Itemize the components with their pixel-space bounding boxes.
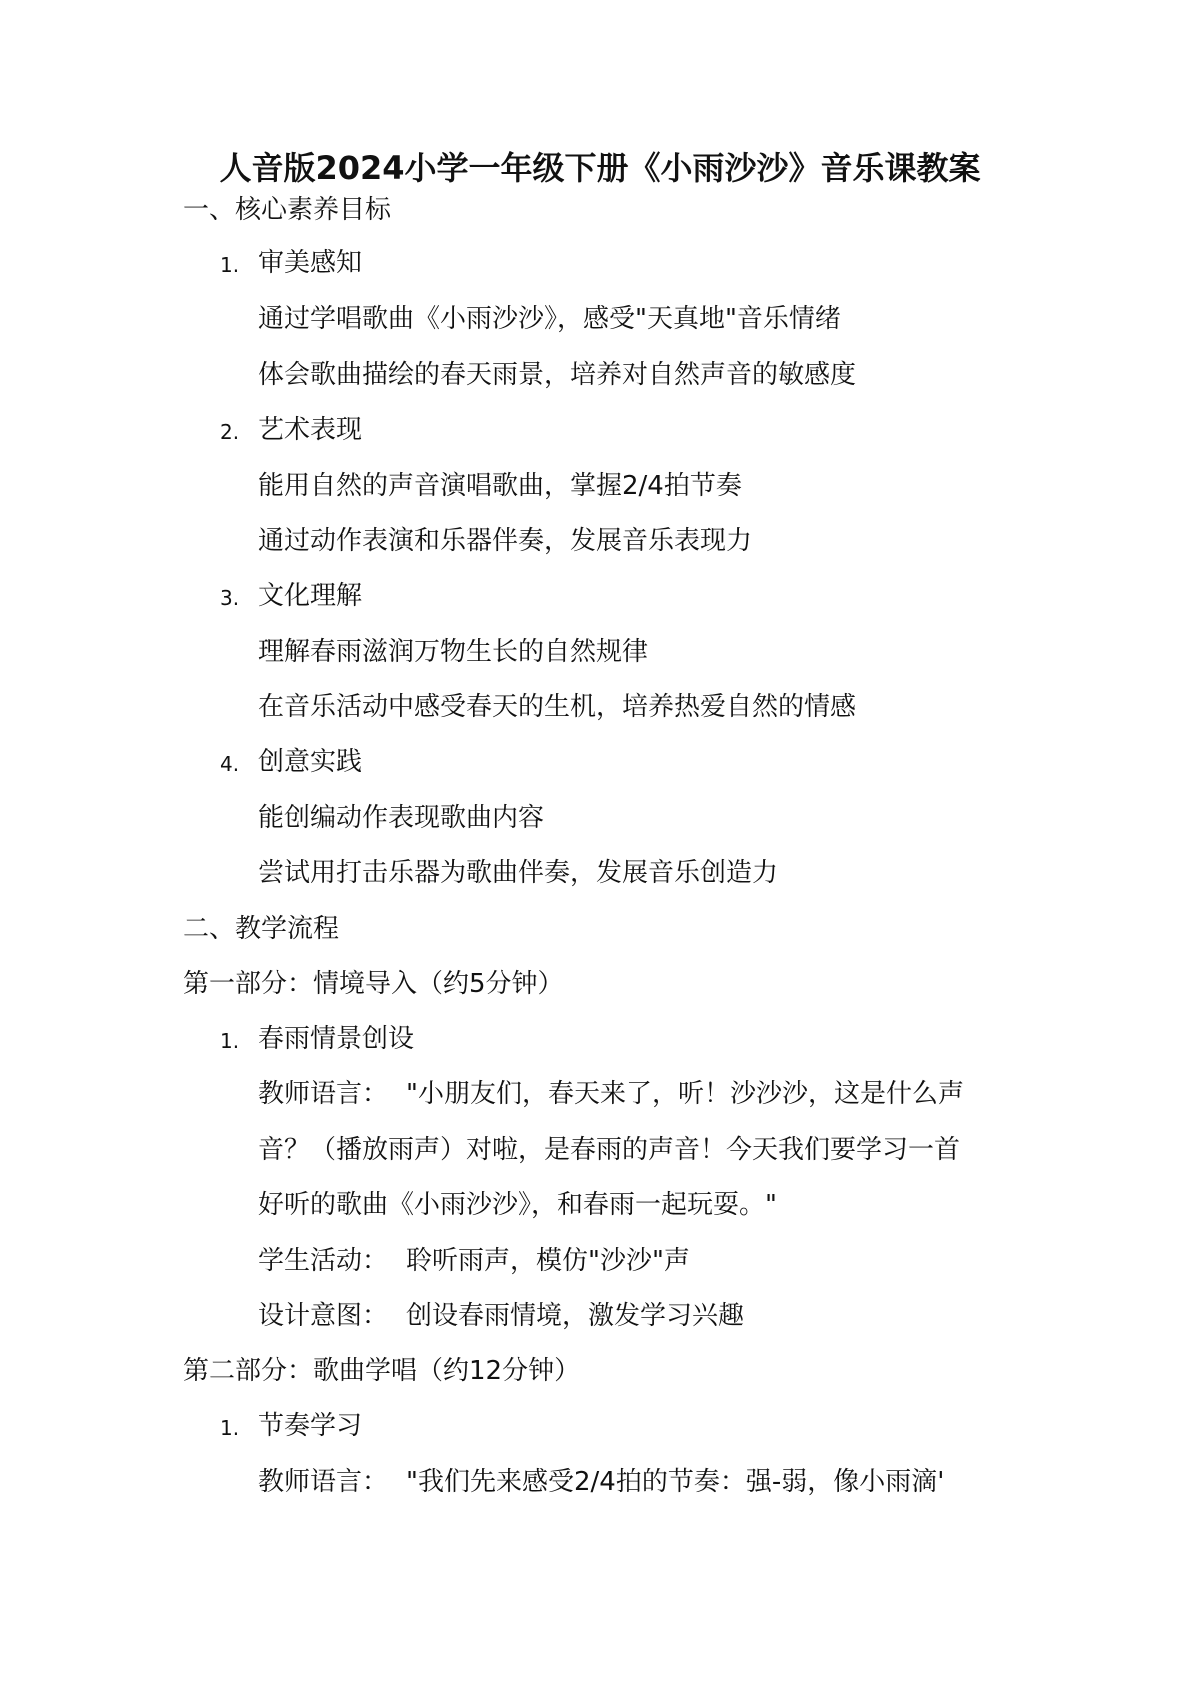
paragraph-line: 通过学唱歌曲《小雨沙沙》，感受"天真地"音乐情绪 [258,304,841,334]
list-number: 1. [220,1029,240,1053]
part-heading-singing: 第二部分：歌曲学唱（约12分钟） [183,1356,581,1386]
paragraph-line: 能用自然的声音演唱歌曲，掌握2/4拍节奏 [258,471,742,501]
list-item-label: 审美感知 [258,248,363,278]
teacher-language-label: 教师语言： [258,1079,389,1109]
list-item-label: 节奏学习 [258,1411,363,1441]
student-activity-text: 聆听雨声，模仿"沙沙"声 [406,1246,690,1276]
list-item-label: 文化理解 [258,581,363,611]
teacher-language-text: "小朋友们，春天来了，听！沙沙沙，这是什么声 [406,1079,964,1109]
student-activity-label: 学生活动： [258,1246,389,1276]
list-number: 1. [220,253,240,277]
paragraph-line [258,1296,744,1336]
paragraph-line: 在音乐活动中感受春天的生机，培养热爱自然的情感 [258,692,857,722]
paragraph-line: 通过动作表演和乐器伴奏，发展音乐表现力 [258,526,753,556]
document-title: 人音版2024小学一年级下册《小雨沙沙》音乐课教案 [219,149,981,187]
list-item-label: 创意实践 [258,747,363,777]
list-number: 2. [220,420,240,444]
list-number: 1. [220,1416,240,1440]
section-heading-goals: 一、核心素养目标 [183,195,392,225]
paragraph-line [258,1462,944,1502]
paragraph-line: 好听的歌曲《小雨沙沙》，和春雨一起玩耍。" [258,1190,777,1220]
list-number: 3. [220,586,240,610]
design-intent-label: 设计意图： [258,1301,389,1331]
paragraph-line: 音？（播放雨声）对啦，是春雨的声音！今天我们要学习一首 [258,1135,961,1165]
part-heading-intro: 第一部分：情境导入（约5分钟） [183,969,564,999]
list-number: 4. [220,752,240,776]
teacher-language-label: 教师语言： [258,1467,389,1497]
teacher-language-text: "我们先来感受2/4拍的节奏：强-弱，像小雨滴' [406,1467,945,1497]
paragraph-line: 体会歌曲描绘的春天雨景，培养对自然声音的敏感度 [258,360,857,390]
list-item-label: 春雨情景创设 [258,1024,415,1054]
paragraph-line: 尝试用打击乐器为歌曲伴奏，发展音乐创造力 [258,858,779,888]
section-heading-process: 二、教学流程 [183,914,340,944]
paragraph-line: 理解春雨滋润万物生长的自然规律 [258,637,649,667]
list-item-label: 艺术表现 [258,415,363,445]
paragraph-line [258,1074,964,1114]
paragraph-line [258,1241,690,1281]
design-intent-text: 创设春雨情境，激发学习兴趣 [406,1301,745,1331]
paragraph-line: 能创编动作表现歌曲内容 [258,803,545,833]
